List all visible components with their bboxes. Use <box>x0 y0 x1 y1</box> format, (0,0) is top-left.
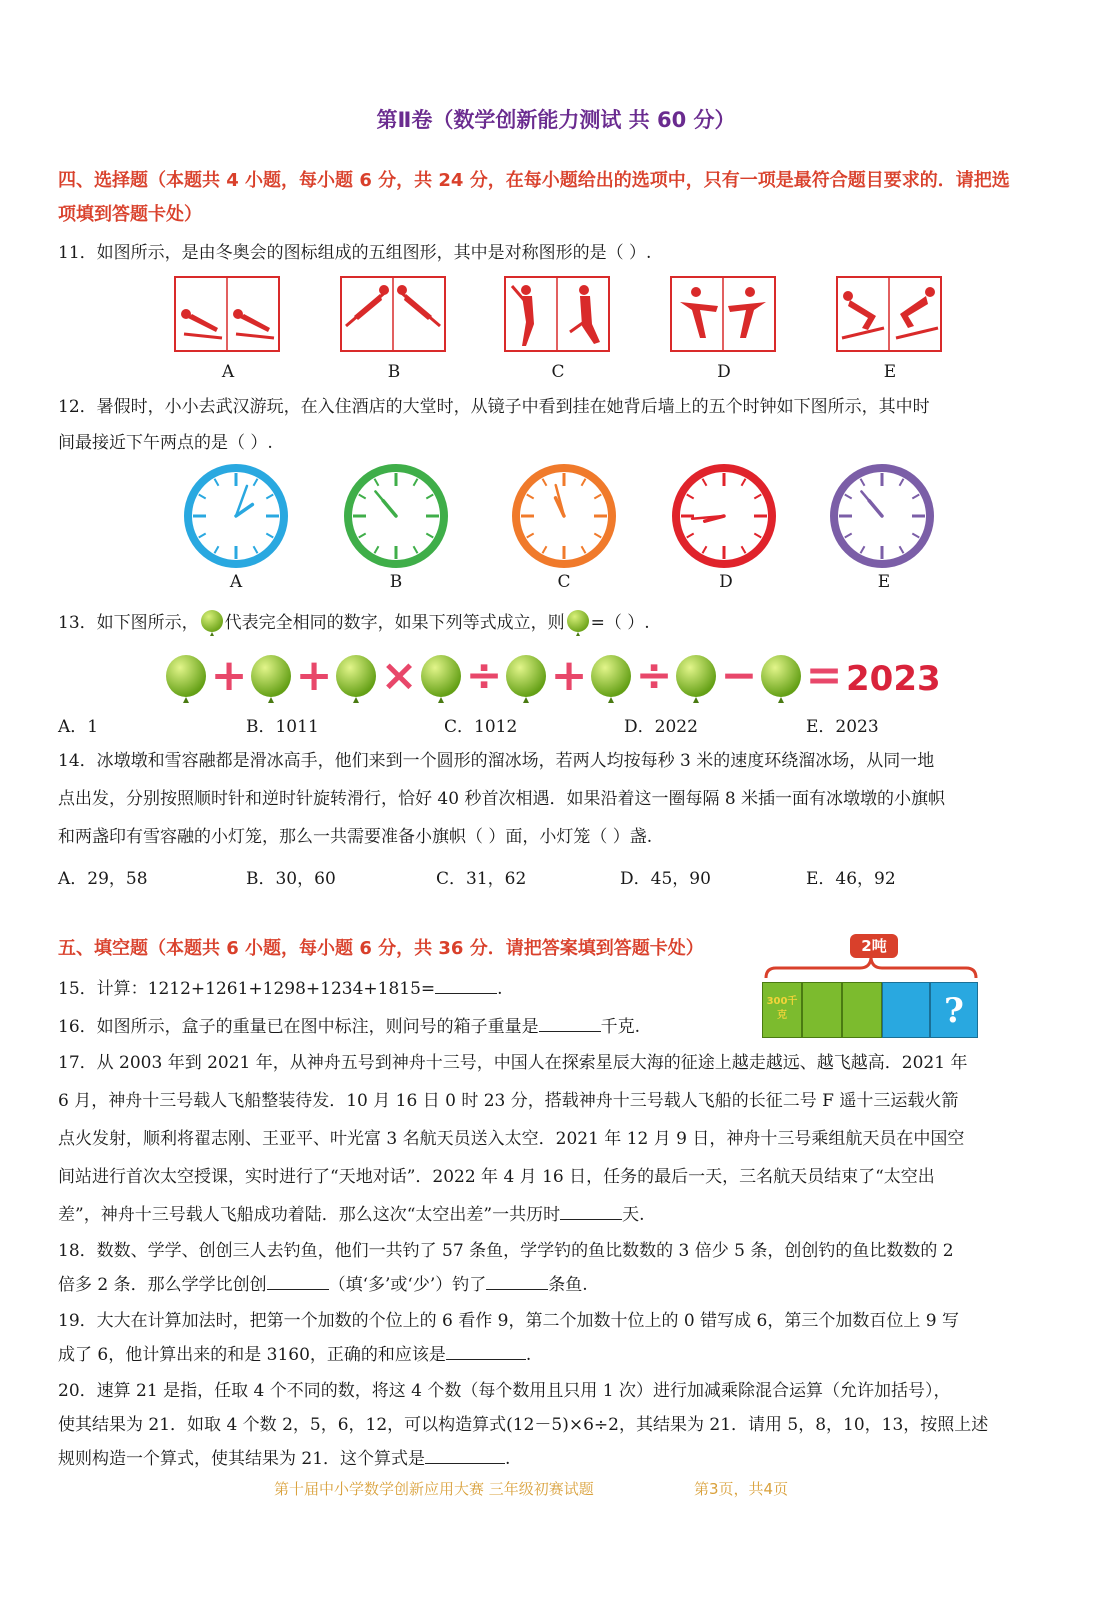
q11-label-b: B <box>387 362 401 382</box>
q11-label-a: A <box>221 362 235 382</box>
question-13 <box>58 604 650 642</box>
q12-clocks <box>170 458 960 574</box>
q17-answer-blank[interactable] <box>560 1201 622 1220</box>
weight-box-figure <box>762 934 980 1042</box>
question-14-line1: 14．冰墩墩和雪容融都是滑冰高手，他们来到一个圆形的溜冰场，若两人均按每秒 3 米的速度环绕溜冰场，从同一地 <box>58 751 935 771</box>
q15-answer-blank[interactable] <box>435 975 497 994</box>
operator-symbol: = <box>805 652 843 701</box>
q18-answer-blank-1[interactable] <box>267 1271 329 1290</box>
q11-figure-e <box>836 276 942 356</box>
balloon-icon <box>565 609 591 637</box>
section-four-heading-line2: 项填到答题卡处） <box>58 204 202 225</box>
box-question: ? <box>930 982 978 1038</box>
figure-skating-icon-pair <box>504 276 610 352</box>
balloon-icon <box>251 655 291 703</box>
q19-line2-end: . <box>525 1345 532 1365</box>
clock-icon <box>676 468 772 564</box>
q16-answer-blank[interactable] <box>539 1013 601 1032</box>
balloon-icon <box>166 655 206 703</box>
operator-symbol: + <box>550 652 588 701</box>
q13-equation <box>164 652 964 704</box>
question-18-line1: 18．数数、学学、创创三人去钓鱼，他们一共钓了 57 条鱼，学学钓的鱼比数数的 3 倍少 5 条，创创钓的鱼比数数的 2 <box>58 1241 954 1261</box>
q13-option-d: D．2022 <box>624 717 698 737</box>
question-14-line2: 点出发，分别按照顺时针和逆时针旋转滑行，恰好 40 秒首次相遇．如果沿着这一圈每隔 8 米插一面有冰墩墩的小旗帜 <box>58 789 946 809</box>
question-15 <box>58 970 758 1008</box>
box-4 <box>882 982 930 1038</box>
balloon-icon <box>506 655 546 703</box>
clock-icon <box>348 468 444 564</box>
balloon-icon <box>336 655 376 703</box>
q11-label-c: C <box>551 362 565 382</box>
q11-figure-a <box>174 276 280 356</box>
operator-symbol: + <box>295 652 333 701</box>
q13-text-c: =（ ）. <box>590 613 650 633</box>
question-14-line3: 和两盏印有雪容融的小灯笼，那么一共需要准备小旗帜（ ）面，小灯笼（ ）盏. <box>58 827 653 847</box>
q15-end: . <box>497 979 503 999</box>
section-five-heading: 五、填空题（本题共 6 小题，每小题 6 分，共 36 分．请把答案填到答题卡处） <box>58 938 704 959</box>
q20-answer-blank[interactable] <box>425 1445 505 1464</box>
q20-line3-text: 规则构造一个算式，使其结果为 21．这个算式是 <box>58 1449 426 1469</box>
q14-option-d: D．45，90 <box>620 869 711 889</box>
section-four-heading-line1: 四、选择题（本题共 4 小题，每小题 6 分，共 24 分，在每小题给出的选项中，只有一项是最符合题目要求的．请把选 <box>58 170 1010 191</box>
q18-answer-blank-2[interactable] <box>486 1271 548 1290</box>
q13-option-a: A．1 <box>58 717 99 737</box>
balloon-icon <box>761 655 801 703</box>
question-12-line2: 间最接近下午两点的是（ ）. <box>58 433 273 453</box>
operator-symbol: − <box>720 652 758 701</box>
clock-icon <box>516 468 612 564</box>
q19-line2-text: 成了 6，他计算出来的和是 3160，正确的和应该是 <box>58 1345 446 1365</box>
page-title: 第Ⅱ卷（数学创新能力测试 共 60 分） <box>376 108 736 132</box>
q11-figure-c <box>504 276 610 356</box>
q13-option-e: E．2023 <box>806 717 879 737</box>
q11-label-d: D <box>717 362 731 382</box>
box-1: 300千克 <box>762 982 802 1038</box>
question-19-line2 <box>58 1336 1093 1374</box>
box-2 <box>802 982 842 1038</box>
total-weight-label: 2吨 <box>850 934 898 958</box>
q14-option-b: B．30，60 <box>246 869 336 889</box>
q15-text: 15．计算：1212+1261+1298+1234+1815= <box>58 979 436 999</box>
alpine-ski-icon-pair <box>836 276 942 352</box>
q11-figure-b <box>340 276 446 356</box>
q12-label-c: C <box>557 572 571 592</box>
pair-skating-icon-pair <box>670 276 776 352</box>
question-12-line1: 12．暑假时，小小去武汉游玩，在入住酒店的大堂时，从镜子中看到挂在她背后墙上的五个时钟如下图所示，其中时 <box>58 397 930 417</box>
footer-page-number: 第3页，共4页 <box>694 1480 789 1498</box>
question-20-line2: 使其结果为 21．如取 4 个数 2，5，6，12，可以构造算式(12－5)×6÷2，其结果为 21．请用 5，8，10，13，按照上述 <box>58 1415 989 1435</box>
q18-line2c: 条鱼. <box>548 1275 588 1295</box>
q12-label-e: E <box>877 572 891 592</box>
q14-option-e: E．46，92 <box>806 869 896 889</box>
q13-option-b: B．1011 <box>246 717 319 737</box>
question-17-line5 <box>58 1196 1093 1234</box>
brace-icon <box>762 956 980 982</box>
question-18-line2 <box>58 1266 1093 1304</box>
question-17-line2: 6 月，神舟十三号载人飞船整装待发．10 月 16 日 0 时 23 分，搭载神舟十三号载人飞船的长征二号 F 遥十三运载火箭 <box>58 1091 959 1111</box>
q11-label-e: E <box>883 362 897 382</box>
question-17-line4: 间站进行首次太空授课，实时进行了“天地对话”．2022 年 4 月 16 日，任务的最后一天，三名航天员结束了“太空出 <box>58 1167 935 1187</box>
balloon-icon <box>591 655 631 703</box>
q18-line2b: （填‘多’或‘少’）钓了 <box>328 1275 487 1295</box>
operator-symbol: ÷ <box>635 652 673 701</box>
question-17-line3: 点火发射，顺利将翟志刚、王亚平、叶光富 3 名航天员送入太空．2021 年 12 月 9 日，神舟十三号乘组航天员在中国空 <box>58 1129 965 1149</box>
operator-symbol: ÷ <box>465 652 503 701</box>
q13-text-b: 代表完全相同的数字，如果下列等式成立，则 <box>224 613 565 633</box>
operator-symbol: × <box>380 652 418 701</box>
luge-icon-pair <box>174 276 280 352</box>
question-11: 11．如图所示，是由冬奥会的图标组成的五组图形，其中是对称图形的是（ ）. <box>58 243 652 263</box>
q18-line2a: 倍多 2 条．那么学学比创创 <box>58 1275 267 1295</box>
box-3 <box>842 982 882 1038</box>
q13-option-c: C．1012 <box>444 717 518 737</box>
q16-text: 16．如图所示，盒子的重量已在图中标注，则问号的箱子重量是 <box>58 1017 539 1037</box>
q13-text-a: 13．如下图所示， <box>58 613 199 633</box>
question-19-line1: 19．大大在计算加法时，把第一个加数的个位上的 6 看作 9，第二个加数十位上的 0 错写成 6，第三个加数百位上 9 写 <box>58 1311 959 1331</box>
q12-label-d: D <box>719 572 733 592</box>
q14-option-c: C．31，62 <box>436 869 527 889</box>
q11-figure-d <box>670 276 776 356</box>
balloon-icon <box>199 609 225 637</box>
q12-label-b: B <box>389 572 403 592</box>
q17-line5-end: 天. <box>622 1205 645 1225</box>
q19-answer-blank[interactable] <box>446 1341 526 1360</box>
balloon-icon <box>421 655 461 703</box>
question-16 <box>58 1008 758 1046</box>
equation-result: 2023 <box>846 659 941 699</box>
footer-exam-name: 第十届中小学数学创新应用大赛 三年级初赛试题 <box>274 1480 594 1498</box>
question-17-line1: 17．从 2003 年到 2021 年，从神舟五号到神舟十三号，中国人在探索星辰大海的征途上越走越远、越飞越高．2021 年 <box>58 1053 968 1073</box>
q17-line5-text: 差”，神舟十三号载人飞船成功着陆．那么这次“太空出差”一共历时 <box>58 1205 561 1225</box>
q16-end: 千克. <box>600 1017 641 1037</box>
clock-icon <box>188 468 284 564</box>
question-20-line1: 20．速算 21 是指，任取 4 个不同的数，将这 4 个数（每个数用且只用 1 次）进行加减乘除混合运算（允许加括号）， <box>58 1381 951 1401</box>
ski-jump-icon-pair <box>340 276 446 352</box>
clock-icon <box>834 468 930 564</box>
q20-line3-end: . <box>505 1449 511 1469</box>
q14-option-a: A．29，58 <box>58 869 148 889</box>
balloon-icon <box>676 655 716 703</box>
q12-label-a: A <box>229 572 243 592</box>
question-20-line3 <box>58 1440 1093 1478</box>
operator-symbol: + <box>210 652 248 701</box>
